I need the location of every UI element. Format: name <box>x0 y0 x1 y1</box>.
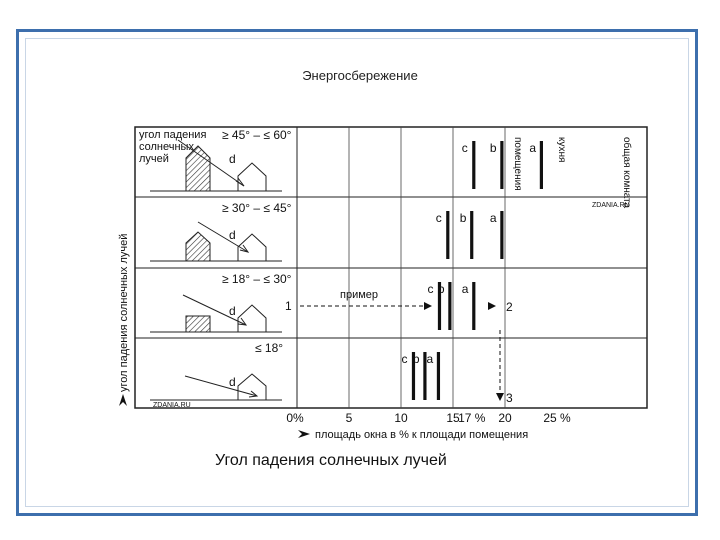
y-axis-label: угол падения солнечных лучей <box>118 233 130 392</box>
marker-label-c: c <box>427 282 434 296</box>
x-tick-label: 10 <box>394 411 408 425</box>
row-2-sketch <box>150 222 282 261</box>
marker-label-b: b <box>489 141 497 155</box>
house-label-row-4: d <box>229 375 236 389</box>
x-tick-label: 15 <box>446 411 460 425</box>
marker-label-b: b <box>459 211 467 225</box>
house-label-row-2: d <box>229 228 236 242</box>
x-axis-arrow-icon <box>298 430 310 438</box>
slide-caption: Угол падения солнечных лучей <box>215 452 447 469</box>
row-title-line-1: угол падения <box>139 129 207 141</box>
slide-header: Энергосбережение <box>302 68 418 83</box>
x-tick-label: 25 % <box>543 411 571 425</box>
marker-label-a: a <box>489 211 497 225</box>
example-label: пример <box>340 289 379 301</box>
row-3-sketch <box>150 295 282 332</box>
watermark-left: ZDANIA.RU <box>153 402 191 409</box>
row-range-3: ≥ 18° – ≤ 30° <box>222 272 292 286</box>
marker-label-c: c <box>435 211 442 225</box>
example-step-2: 2 <box>506 300 513 314</box>
marker-label-c: c <box>401 352 408 366</box>
house-label-row-3: d <box>229 304 236 318</box>
x-tick-label: 20 <box>498 411 512 425</box>
watermark-right: ZDANIA.RU <box>592 202 630 209</box>
marker-label-b: b <box>412 352 420 366</box>
row-range-4: ≤ 18° <box>255 341 284 355</box>
marker-label-b: b <box>437 282 445 296</box>
x-tick-label: 0% <box>286 411 304 425</box>
x-tick-label: 5 <box>345 411 353 425</box>
room-type-c: помещения <box>512 137 523 191</box>
example-arrowheads <box>424 302 504 401</box>
row-title-line-2: солнечных <box>139 141 194 153</box>
example-step-3: 3 <box>506 391 513 405</box>
room-type-a: общая комната <box>621 137 632 209</box>
diagram-grid <box>135 127 647 408</box>
house-label-row-1: d <box>229 152 236 166</box>
row-range-1: ≥ 45° – ≤ 60° <box>222 128 292 142</box>
row-range-2: ≥ 30° – ≤ 45° <box>222 201 292 215</box>
x-tick-label: 17 % <box>458 411 486 425</box>
room-type-b: кухня <box>556 137 567 163</box>
x-axis-label: площадь окна в % к площади помещения <box>315 429 529 441</box>
row-4-sketch <box>150 374 282 400</box>
example-path <box>300 306 500 394</box>
y-axis-arrow-icon <box>119 394 127 406</box>
x-tick-labels <box>286 411 571 425</box>
row-title-line-3: лучей <box>139 153 169 165</box>
marker-label-a: a <box>529 141 537 155</box>
marker-label-c: c <box>461 141 468 155</box>
marker-label-a: a <box>426 352 434 366</box>
example-step-1: 1 <box>285 299 292 313</box>
marker-label-a: a <box>461 282 469 296</box>
